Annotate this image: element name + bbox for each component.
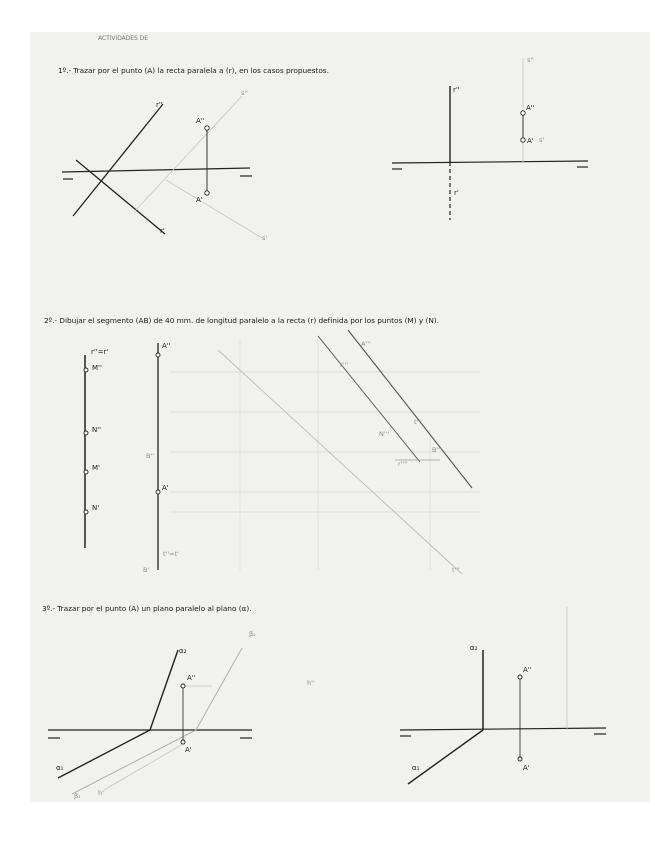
label-A-horizontal: A' xyxy=(527,137,534,145)
line-r-vertical-projection xyxy=(73,104,163,216)
label-alpha-horizontal: α₁ xyxy=(56,764,64,772)
label-t-vertical-3: t''' xyxy=(414,418,422,426)
ex3-case-b xyxy=(400,606,606,784)
ex3-case-a xyxy=(48,630,315,800)
label-r-horizontal: r' xyxy=(160,227,165,235)
label-beta-horizontal: β₁ xyxy=(74,792,81,800)
auxiliary-line-2 xyxy=(348,330,472,488)
point-A-vertical xyxy=(518,675,522,679)
label-r-horizontal: r' xyxy=(454,189,459,197)
label-t: t''=t' xyxy=(163,550,179,558)
point-A-vertical xyxy=(181,684,185,688)
point-A-vertical xyxy=(521,111,525,115)
label-A-vertical: A'' xyxy=(523,666,532,674)
label-B-horizontal: B' xyxy=(143,566,150,574)
label-beta-vertical: β₂ xyxy=(249,630,256,638)
point-A-horizontal xyxy=(521,138,525,142)
label-t-horizontal-3: t''' xyxy=(452,566,460,574)
label-r-vertical: r'' xyxy=(453,86,460,94)
ground-line xyxy=(392,161,588,163)
label-A-vertical: A'' xyxy=(196,117,205,125)
ex1-case-a xyxy=(62,89,267,242)
projection-line xyxy=(218,350,462,574)
ground-line xyxy=(400,728,606,730)
exercise3-heading: 3º.- Trazar por el punto (A) un plano paralelo al plano (α). xyxy=(42,604,252,613)
point-A-horizontal xyxy=(156,490,160,494)
trace-alpha-vertical xyxy=(150,650,178,730)
label-B-vertical-3: B''' xyxy=(432,446,442,454)
label-r-vertical-3: r''' xyxy=(340,361,349,369)
label-A-horizontal: A' xyxy=(185,746,192,754)
label-A-vertical: A'' xyxy=(526,104,535,112)
label-h-horizontal: h' xyxy=(98,789,104,797)
ex2-middle xyxy=(143,342,462,574)
label-M-vertical: M'' xyxy=(92,364,102,372)
ex1-case-b xyxy=(392,56,588,220)
label-s-vertical: s'' xyxy=(241,89,248,97)
cutoff-header: ACTIVIDADES DE xyxy=(98,35,148,42)
label-N-horizontal: N' xyxy=(92,504,100,512)
trace-beta-vertical xyxy=(196,648,242,730)
exercise2-heading: 2º.- Dibujar el segmento (AB) de 40 mm. de longitud paralelo a la recta (r) definida por los puntos (M) y (N). xyxy=(44,316,439,325)
auxiliary-line-1 xyxy=(318,336,420,462)
label-alpha-horizontal: α₁ xyxy=(412,764,420,772)
ex2-left xyxy=(84,348,108,548)
point-M-vertical xyxy=(84,368,88,372)
label-r: r''=r' xyxy=(91,348,109,356)
trace-beta-horizontal xyxy=(72,730,196,794)
trace-alpha-horizontal xyxy=(408,730,483,784)
label-r-vertical: r'' xyxy=(156,101,163,109)
ex2-construction-grid xyxy=(170,340,480,570)
label-A-vertical-3: A''' xyxy=(361,340,371,348)
label-r-horizontal-3: r'''' xyxy=(398,460,408,468)
exercise1-heading: 1º.- Trazar por el punto (A) la recta paralela a (r), en los casos propuestos. xyxy=(58,66,329,75)
label-h-vertical: h'' xyxy=(307,679,315,687)
point-A-horizontal xyxy=(181,740,185,744)
label-B-vertical: B'' xyxy=(146,452,155,460)
label-A-vertical: A'' xyxy=(162,342,171,350)
label-M-horizontal: M' xyxy=(92,464,100,472)
label-A-horizontal: A' xyxy=(523,764,530,772)
label-N-vertical-3: N''' xyxy=(379,430,390,438)
label-s-horizontal: s' xyxy=(539,136,545,144)
point-N-horizontal xyxy=(84,510,88,514)
point-A-vertical xyxy=(205,126,209,130)
label-A-horizontal: A' xyxy=(196,196,203,204)
point-A-horizontal xyxy=(205,191,209,195)
label-alpha-vertical: α₂ xyxy=(179,647,187,655)
label-A-horizontal: A' xyxy=(162,484,169,492)
label-alpha-vertical: α₂ xyxy=(470,644,478,652)
parallel-s-vertical xyxy=(134,96,242,212)
point-M-horizontal xyxy=(84,470,88,474)
label-s-horizontal: s' xyxy=(262,234,268,242)
point-N-vertical xyxy=(84,431,88,435)
label-A-vertical: A'' xyxy=(187,674,196,682)
label-s-vertical: s'' xyxy=(527,56,534,64)
horizontal-line-h-horizontal xyxy=(104,744,183,790)
point-A-vertical xyxy=(156,353,160,357)
point-A-horizontal xyxy=(518,757,522,761)
parallel-s-horizontal xyxy=(166,180,262,238)
label-N-vertical: N'' xyxy=(92,426,102,434)
